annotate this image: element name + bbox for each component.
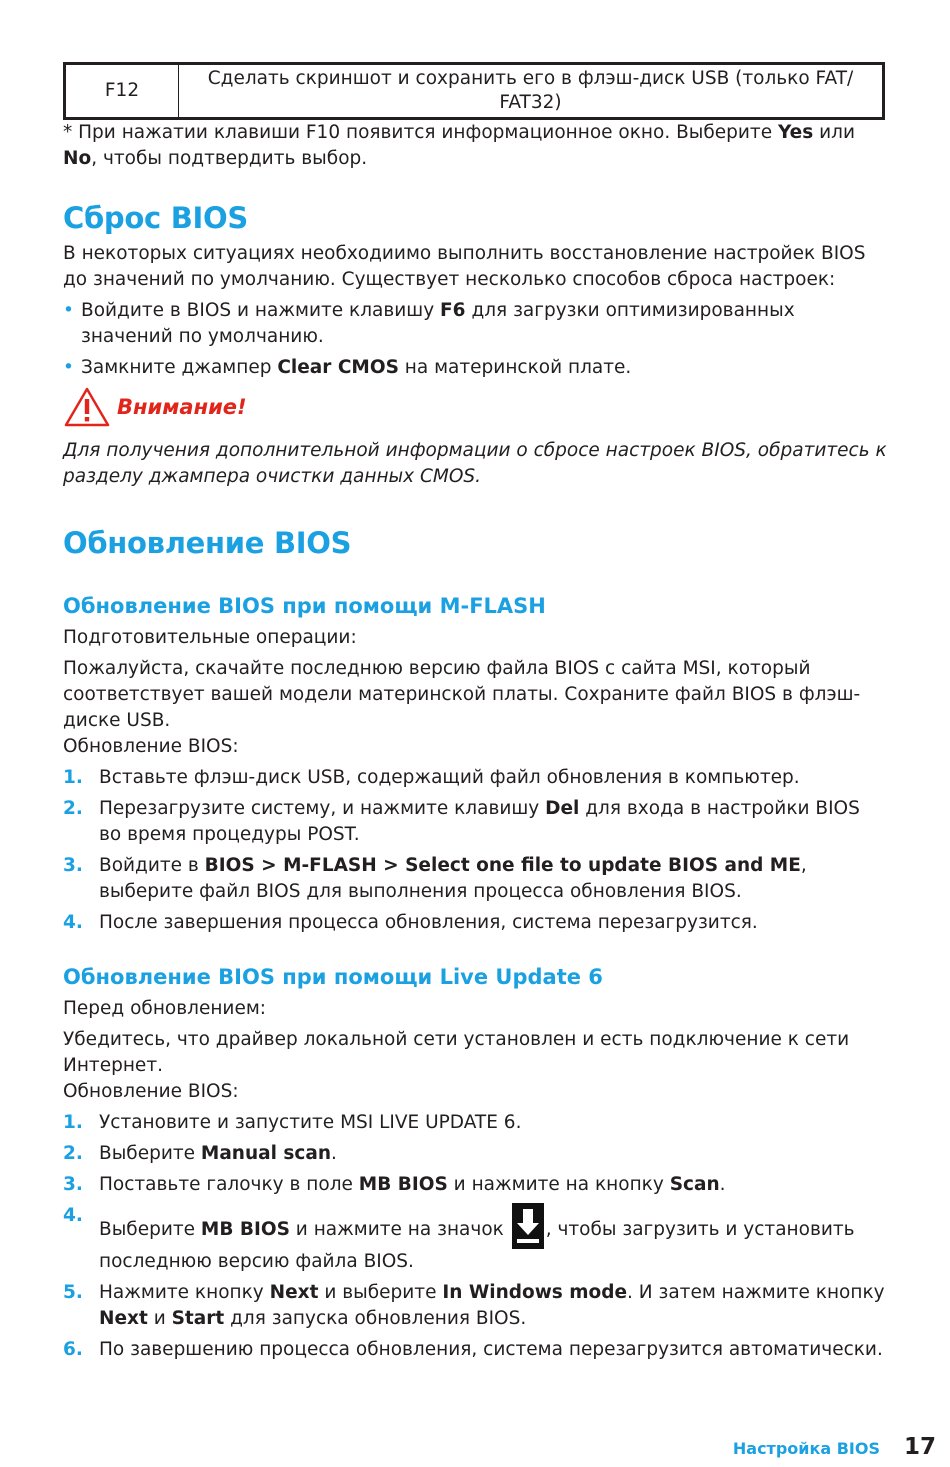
live-update-steps <box>63 1110 887 1363</box>
table-row <box>65 64 884 119</box>
f10-note: * При нажатии клавиши F10 появится информационное окно. Выберите Yes или No, чтобы подтвердить выбор. <box>63 122 856 169</box>
list-item: 3. Поставьте галочку в поле MB BIOS и нажмите на кнопку Scan. <box>63 1174 726 1195</box>
live-before-label: Перед обновлением: <box>63 998 267 1019</box>
reset-intro: В некоторых ситуациях необходиимо выполнить восстановление настройек BIOS до значений по умолчанию. Существует несколько способов сброса настроек: <box>63 243 866 290</box>
manual-page <box>63 62 887 1368</box>
hotkey-cell: F12 <box>65 64 179 119</box>
mflash-prep-text: Пожалуйста, скачайте последнюю версию файла BIOS с сайта MSI, который соответствует вашей модели материнской платы. Сохраните файл BIOS в флэш-диске USB. <box>63 658 861 731</box>
mflash-update-label: Обновление BIOS: <box>63 736 239 757</box>
update-bios-title: Обновление BIOS <box>63 526 352 560</box>
mflash-prep-label: Подготовительные операции: <box>63 627 357 648</box>
live-update-label: Обновление BIOS: <box>63 1081 239 1102</box>
list-item: • Замкните джампер Clear CMOS на материнской плате. <box>63 357 632 378</box>
warning-title: Внимание! <box>117 395 247 419</box>
list-item: 6. По завершению процесса обновления, система перезагрузится автоматически. <box>63 1339 883 1360</box>
mflash-title: Обновление BIOS при помощи M-FLASH <box>63 594 546 618</box>
hotkey-table <box>63 62 885 120</box>
footer-section: Настройка BIOS <box>732 1439 880 1458</box>
list-item: 4. Выберите MB BIOS и нажмите на значок , чтобы загрузить и установить последнюю версию файла BIOS. <box>63 1205 855 1272</box>
warning-text: Для получения дополнительной информации о сбросе настроек BIOS, обратитесь к разделу джампера очистки данных CMOS. <box>63 440 887 487</box>
list-item: 4. После завершения процесса обновления, система перезагрузится. <box>63 912 758 933</box>
list-item: 1. Вставьте флэш-диск USB, содержащий файл обновления в компьютер. <box>63 767 800 788</box>
mflash-steps <box>63 765 887 936</box>
live-before-text: Убедитесь, что драйвер локальной сети установлен и есть подключение к сети Интернет. <box>63 1029 850 1076</box>
list-item: • Войдите в BIOS и нажмите клавишу F6 для загрузки оптимизированных значений по умолчанию. <box>63 300 795 347</box>
page-footer <box>733 1434 936 1460</box>
list-item: 1. Установите и запустите MSI LIVE UPDATE 6. <box>63 1112 522 1133</box>
reset-bios-title: Сброс BIOS <box>63 201 248 235</box>
live-update-title: Обновление BIOS при помощи Live Update 6 <box>63 965 603 989</box>
download-icon <box>512 1203 544 1249</box>
list-item: 3. Войдите в BIOS > M-FLASH > Select one file to update BIOS and ME, выберите файл BIOS для выполнения процесса обновления BIOS. <box>63 855 807 902</box>
page-number: 17 <box>903 1434 936 1460</box>
warning-icon <box>63 386 111 428</box>
list-item: 2. Выберите Manual scan. <box>63 1143 337 1164</box>
list-item: 2. Перезагрузите систему, и нажмите клавишу Del для входа в настройки BIOS во время процедуры POST. <box>63 798 860 845</box>
warning-heading <box>63 386 887 428</box>
list-item: 5. Нажмите кнопку Next и выберите In Windows mode. И затем нажмите кнопку Next и Start для запуска обновления BIOS. <box>63 1282 885 1329</box>
hotkey-description: Сделать скриншот и сохранить его в флэш-диск USB (только FAT/ FAT32) <box>179 64 884 119</box>
reset-methods-list <box>63 298 887 381</box>
